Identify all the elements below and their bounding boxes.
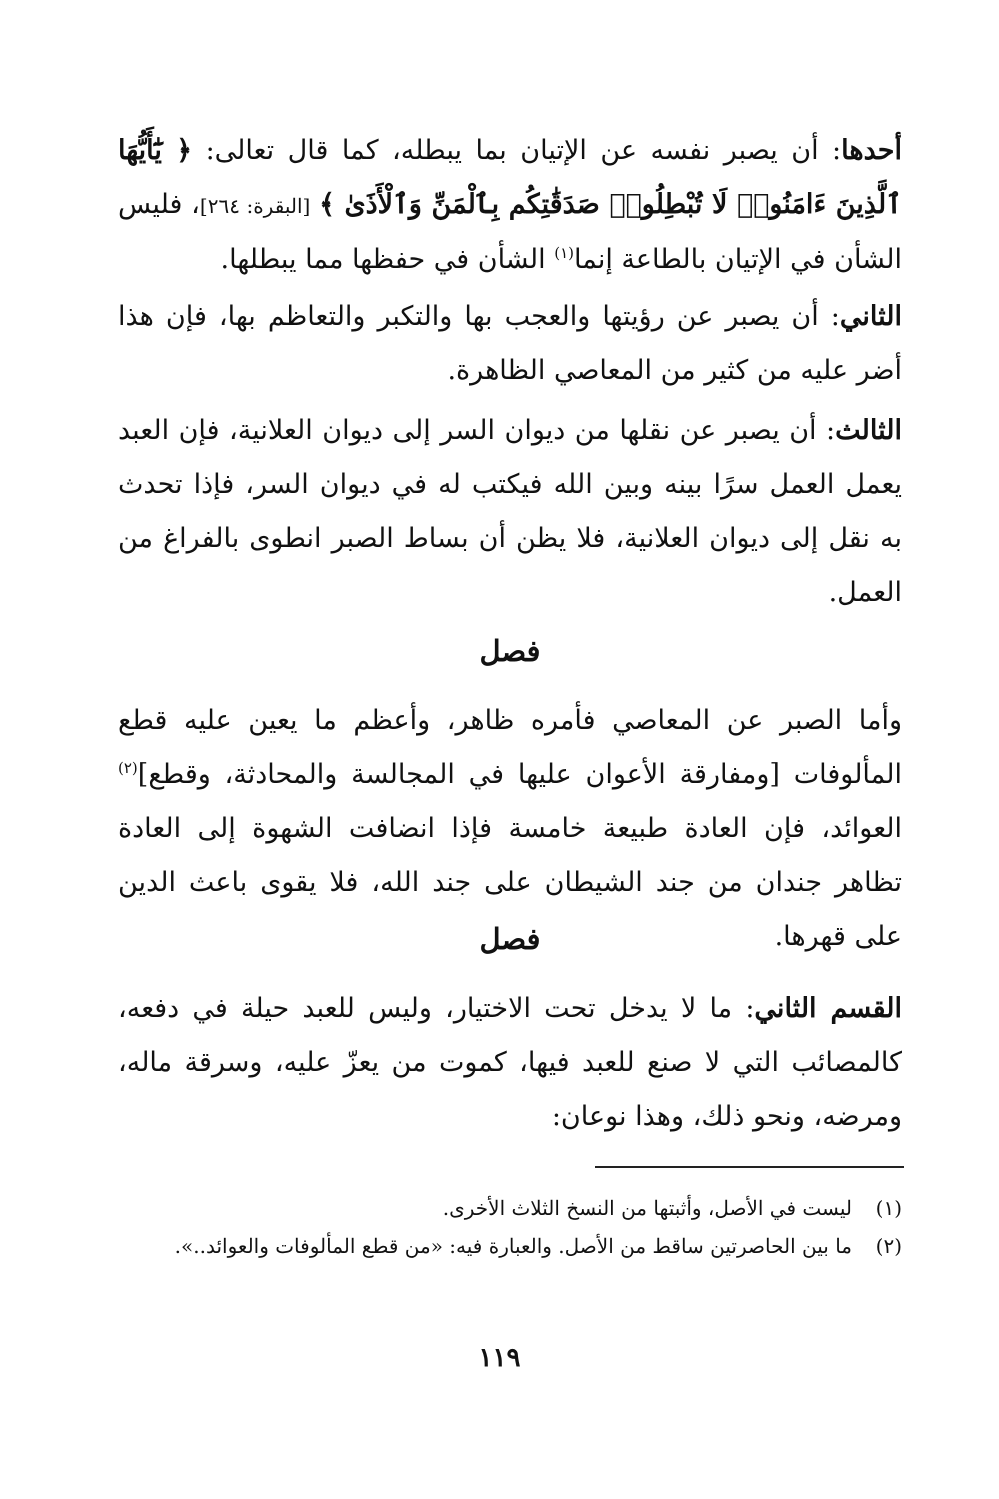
lead-word: الثالث — [835, 415, 902, 446]
paragraph-third-point — [118, 404, 902, 620]
paragraph-text: : أن يصبر نفسه عن الإتيان بما يبطله، كما قال تعالى: — [205, 135, 842, 166]
lead-word: أحدها — [841, 135, 902, 166]
footnote-marker[interactable]: (١) — [554, 244, 574, 262]
paragraph-text: ، فليس الشأن في الإتيان بالطاعة إنما — [118, 189, 902, 275]
footnote-text: ليست في الأصل، وأثبتها من النسخ الثلاث الأخرى. — [442, 1196, 852, 1220]
paragraph-text: الشأن في حفظها مما يبطلها. — [220, 244, 555, 275]
footnote-number: (٢) — [875, 1234, 902, 1258]
page-number: ١١٩ — [478, 1343, 521, 1373]
lead-word: الثاني — [839, 301, 902, 332]
footnotes — [118, 1190, 902, 1266]
paragraph-second-point — [118, 290, 902, 398]
footnote-item — [118, 1228, 902, 1264]
section-heading: فصل — [479, 922, 541, 956]
paragraph-text: : أن يصبر عن رؤيتها والعجب بها والتكبر والتعاظم بها، فإن هذا أضر عليه من كثير من المعاصي الظاهرة. — [118, 301, 902, 386]
verse-reference: [البقرة: ٢٦٤] — [199, 194, 311, 218]
footnote-marker[interactable]: (٢) — [118, 759, 138, 777]
lead-word: القسم الثاني — [754, 993, 902, 1024]
section-heading: فصل — [479, 634, 541, 668]
footnote-text: ما بين الحاصرتين ساقط من الأصل. والعبارة فيه: «من قطع المألوفات والعوائد..». — [174, 1234, 852, 1258]
footnote-divider — [595, 1166, 904, 1168]
paragraph-text: العوائد، فإن العادة طبيعة خامسة فإذا انضافت الشهوة إلى العادة تظاهر جندان من جند الشيطان على جند الله، فلا يقوى باعث الدين على قهرها. — [118, 813, 902, 952]
paragraph-text: : ما لا يدخل تحت الاختيار، وليس للعبد حيلة في دفعه، كالمصائب التي لا صنع للعبد فيها، كموت من يعزّ عليه، وسرقة ماله، ومرضه، ونحو ذلك، وهذا نوعان: — [118, 993, 902, 1132]
footnote-item — [118, 1190, 902, 1226]
paragraph-first-point — [118, 124, 902, 287]
footnote-number: (١) — [875, 1196, 902, 1220]
paragraph-second-category — [118, 982, 902, 1144]
paragraph-text: وأما الصبر عن المعاصي فأمره ظاهر، وأعظم ما يعين عليه قطع المألوفات [ومفارقة الأعوان عليها في المجالسة والمحادثة، وقطع] — [118, 705, 902, 790]
paragraph-text: : أن يصبر عن نقلها من ديوان السر إلى ديوان العلانية، فإن العبد يعمل العمل سرًا بينه وبين الله فيكتب له في ديوان السر، فإذا تحدث به نقل إلى ديوان العلانية، فلا يظن أن بساط الصبر انطوى بالفراغ من العمل. — [118, 415, 902, 608]
quran-verse: ﴿ يَٰٓأَيُّهَا ٱلَّذِينَ ءَامَنُوا۟ لَا تُبْطِلُوا۟ صَدَقَٰتِكُم بِٱلْمَنِّ وَٱلْأَذَىٰ ﴾ — [118, 135, 902, 220]
